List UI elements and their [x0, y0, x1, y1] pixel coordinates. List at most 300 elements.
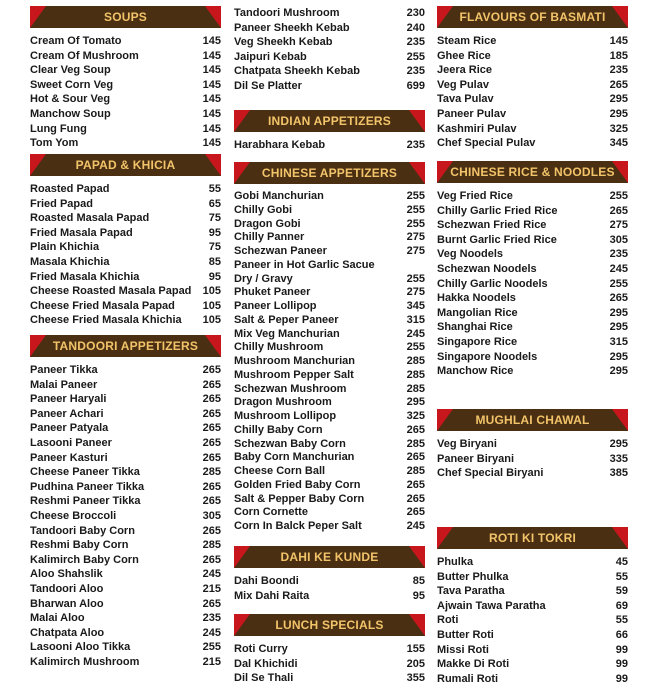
menu-item [437, 466, 628, 481]
item-name: Dahi Boondi [234, 575, 299, 587]
item-name: Paneer Haryali [30, 393, 107, 406]
menu-item [437, 218, 628, 233]
menu-item [30, 436, 221, 451]
item-name: Manchow Soup [30, 107, 111, 120]
menu-section [437, 527, 628, 686]
item-name: Ghee Rice [437, 49, 491, 62]
menu-section [30, 6, 221, 151]
item-price: 265 [202, 553, 221, 566]
menu-item [30, 480, 221, 495]
menu-item [30, 270, 221, 285]
menu-item [30, 226, 221, 241]
section-banner [234, 546, 425, 568]
banner-corner-right [409, 546, 425, 568]
item-price: 265 [202, 364, 221, 376]
banner-corner-left [437, 409, 453, 431]
menu-item [234, 273, 425, 287]
item-price: 155 [406, 643, 425, 655]
item-price: 235 [406, 36, 425, 49]
banner-corner-left [234, 546, 250, 568]
item-price: 255 [406, 203, 425, 216]
menu-item [437, 291, 628, 306]
item-price: 275 [406, 231, 425, 244]
item-name: Veg Pulav [437, 78, 489, 91]
menu-item [437, 364, 628, 379]
menu-item [234, 314, 425, 328]
item-name: Steam Rice [437, 35, 497, 47]
menu-item [30, 197, 221, 212]
item-price: 265 [202, 378, 221, 391]
menu-item [234, 438, 425, 452]
item-price: 265 [406, 506, 425, 519]
item-name: Veg Fried Rice [437, 190, 513, 202]
menu-item [30, 255, 221, 270]
banner-corner-right [612, 527, 628, 549]
item-name: Mushroom Pepper Salt [234, 368, 354, 381]
menu-item [234, 79, 425, 94]
menu-item [437, 437, 628, 452]
item-price: 85 [208, 255, 221, 268]
item-price: 105 [202, 299, 221, 312]
menu-section [234, 6, 425, 94]
section-title: PAPAD & KHICIA [75, 158, 176, 172]
section-title: CHINESE RICE & NOODLES [450, 165, 615, 179]
item-price: 385 [609, 467, 628, 480]
item-price: 265 [406, 423, 425, 436]
item-name: Baby Corn Manchurian [234, 451, 355, 464]
item-name: Lung Fung [30, 122, 87, 135]
menu-item [234, 6, 425, 21]
item-price: 265 [406, 492, 425, 505]
menu-item [30, 494, 221, 509]
banner-corner-right [612, 6, 628, 28]
item-name: Cheese Paneer Tikka [30, 466, 140, 479]
item-price: 85 [412, 575, 425, 587]
item-name: Cream Of Mushroom [30, 49, 139, 62]
item-name: Fried Papad [30, 197, 93, 210]
menu-section [437, 161, 628, 379]
item-name: Dry / Gravy [234, 272, 293, 285]
banner-corner-left [234, 110, 250, 132]
item-name: Hot & Sour Veg [30, 93, 111, 106]
section-banner [30, 154, 221, 176]
item-name: Paneer Biryani [437, 452, 515, 465]
item-name: Chilly Baby Corn [234, 423, 323, 436]
item-name: Paneer Patyala [30, 422, 109, 435]
item-price: 295 [609, 107, 628, 120]
item-price: 285 [202, 466, 221, 479]
menu-item [234, 341, 425, 355]
menu-item [437, 628, 628, 643]
menu-item [30, 240, 221, 255]
item-price: 295 [406, 396, 425, 409]
item-name: Cheese Corn Ball [234, 465, 326, 477]
item-name: Aloo Shahslik [30, 568, 103, 581]
menu-item [30, 378, 221, 393]
menu-section [234, 546, 425, 603]
menu-item [234, 383, 425, 397]
section-title: FLAVOURS OF BASMATI [459, 10, 606, 24]
menu-item [30, 392, 221, 407]
item-list [437, 189, 628, 379]
item-name: Dil Se Platter [234, 79, 302, 92]
item-price: 265 [609, 292, 628, 305]
item-price: 235 [406, 139, 425, 151]
banner-corner-right [205, 6, 221, 28]
menu-item [234, 671, 425, 686]
item-name: Roasted Masala Papad [30, 212, 150, 225]
item-name: Makke Di Roti [437, 658, 510, 671]
item-price: 295 [609, 350, 628, 363]
item-list [30, 182, 221, 328]
item-price: 265 [406, 478, 425, 491]
menu-item [30, 407, 221, 422]
item-name: Tandoori Aloo [30, 582, 104, 595]
item-name: Fried Masala Papad [30, 226, 133, 239]
section-banner [30, 335, 221, 357]
section-banner [234, 162, 425, 184]
item-price: 145 [202, 137, 221, 150]
item-price: 66 [615, 628, 628, 641]
item-list [437, 437, 628, 481]
item-name: Ajwain Tawa Paratha [437, 599, 546, 612]
item-name: Rumali Roti [437, 672, 499, 685]
item-name: Shanghai Rice [437, 321, 513, 334]
item-name: Salt & Pepper Baby Corn [234, 492, 365, 505]
item-price: 99 [615, 672, 628, 685]
menu-item [30, 49, 221, 64]
menu-section [234, 110, 425, 153]
item-price: 245 [202, 568, 221, 581]
menu-item [234, 642, 425, 657]
menu-item [234, 451, 425, 465]
item-price: 305 [202, 509, 221, 522]
item-price: 55 [615, 570, 628, 583]
menu-item [234, 479, 425, 493]
item-name: Phuket Paneer [234, 286, 311, 299]
item-price: 295 [609, 306, 628, 319]
item-name: Reshmi Paneer Tikka [30, 495, 141, 508]
menu-item [437, 34, 628, 49]
item-name: Veg Sheekh Kebab [234, 36, 333, 49]
menu-item [30, 182, 221, 197]
menu-item [437, 335, 628, 350]
item-price: 265 [202, 422, 221, 435]
menu-item [234, 506, 425, 520]
menu-item [30, 92, 221, 107]
menu-item [437, 643, 628, 658]
item-name: Jaipuri Kebab [234, 50, 307, 63]
item-price: 345 [406, 300, 425, 312]
item-price: 75 [208, 212, 221, 225]
item-price: 245 [406, 520, 425, 532]
menu-item [30, 655, 221, 670]
menu-item [30, 284, 221, 299]
item-price: 145 [202, 107, 221, 120]
item-price: 265 [406, 451, 425, 464]
item-name: Tandoori Baby Corn [30, 524, 135, 537]
item-name: Phulka [437, 556, 474, 568]
banner-corner-right [205, 335, 221, 357]
item-price: 285 [406, 355, 425, 367]
menu-item [30, 78, 221, 93]
item-name: Chilly Mushroom [234, 341, 324, 354]
item-name: Singapore Noodels [437, 350, 538, 363]
menu-section [30, 154, 221, 328]
item-price: 295 [609, 93, 628, 106]
banner-corner-right [409, 162, 425, 184]
item-price: 315 [406, 313, 425, 326]
item-name: Paneer Tikka [30, 364, 98, 376]
item-name: Cheese Broccoli [30, 509, 117, 522]
menu-item [437, 204, 628, 219]
menu-item [437, 262, 628, 277]
menu-item [437, 233, 628, 248]
item-name: Hakka Noodels [437, 292, 516, 305]
menu-item [234, 574, 425, 589]
item-name: Reshmi Baby Corn [30, 539, 129, 552]
item-name: Kalimirch Mushroom [30, 655, 140, 668]
item-price: 105 [202, 314, 221, 327]
item-name: Corn Cornette [234, 506, 308, 519]
item-name: Malai Paneer [30, 378, 98, 391]
item-price: 285 [406, 368, 425, 381]
item-price: 45 [615, 556, 628, 568]
banner-corner-left [234, 614, 250, 636]
item-price: 265 [202, 407, 221, 420]
menu-item [234, 355, 425, 369]
item-name: Dal Khichidi [234, 657, 298, 670]
item-price: 255 [406, 341, 425, 354]
section-banner [234, 110, 425, 132]
item-price: 205 [406, 657, 425, 670]
item-price: 255 [609, 277, 628, 290]
menu-item [234, 190, 425, 204]
item-price: 255 [609, 190, 628, 202]
item-price: 285 [406, 437, 425, 450]
item-price: 145 [202, 49, 221, 62]
item-name: Veg Noodels [437, 248, 504, 261]
item-price: 265 [609, 204, 628, 217]
item-name: Golden Fried Baby Corn [234, 478, 361, 491]
item-name: Lasooni Paneer [30, 436, 112, 449]
menu-item [30, 421, 221, 436]
menu-item [234, 286, 425, 300]
menu-item [30, 122, 221, 137]
menu-item [234, 493, 425, 507]
item-price: 295 [609, 321, 628, 334]
item-price: 255 [406, 217, 425, 230]
item-name: Paneer Kasturi [30, 451, 108, 464]
item-name: Clear Veg Soup [30, 64, 111, 77]
item-list [437, 34, 628, 151]
item-price: 315 [609, 335, 628, 348]
item-list [30, 363, 221, 669]
menu-item [30, 538, 221, 553]
menu-item [437, 92, 628, 107]
item-name: Paneer Pulav [437, 107, 507, 120]
menu-item [234, 410, 425, 424]
item-name: Bharwan Aloo [30, 597, 104, 610]
item-name: Pudhina Paneer Tikka [30, 480, 145, 493]
menu-item [234, 245, 425, 259]
item-name: Plain Khichia [30, 241, 100, 254]
item-name: Kashmiri Pulav [437, 122, 517, 135]
item-name: Mix Dahi Raita [234, 589, 310, 602]
banner-corner-left [30, 6, 46, 28]
menu-item [234, 50, 425, 65]
section-title: LUNCH SPECIALS [275, 618, 384, 632]
item-name: Dil Se Thali [234, 672, 294, 685]
banner-corner-left [437, 527, 453, 549]
item-price: 699 [406, 79, 425, 92]
item-price: 265 [202, 436, 221, 449]
item-name: Dragon Mushroom [234, 396, 332, 409]
item-name: Schezwan Paneer [234, 245, 327, 257]
menu-item [30, 626, 221, 641]
item-price: 145 [202, 35, 221, 47]
item-price: 185 [609, 49, 628, 62]
menu-item [30, 611, 221, 626]
item-name: Singapore Rice [437, 335, 518, 348]
menu-item [30, 63, 221, 78]
item-name: Chatpata Aloo [30, 626, 105, 639]
item-name: Lasooni Aloo Tikka [30, 641, 131, 654]
item-name: Chilly Gobi [234, 203, 293, 216]
item-name: Burnt Garlic Fried Rice [437, 233, 557, 246]
item-price: 285 [406, 465, 425, 477]
menu-item [30, 640, 221, 655]
item-price: 65 [208, 197, 221, 210]
section-title: CHINESE APPETIZERS [261, 166, 398, 180]
item-price: 245 [406, 327, 425, 340]
item-price: 55 [615, 614, 628, 627]
item-price: 255 [406, 190, 425, 202]
item-name: Schezwan Noodels [437, 262, 537, 275]
item-name: Cheese Fried Masala Khichia [30, 314, 182, 327]
item-name: Salt & Peper Paneer [234, 313, 339, 326]
item-price: 215 [202, 582, 221, 595]
section-banner [437, 161, 628, 183]
item-name: Tom Yom [30, 137, 79, 150]
menu-item [30, 136, 221, 151]
menu-item [437, 672, 628, 687]
item-name: Mushroom Manchurian [234, 355, 356, 367]
menu-item [234, 424, 425, 438]
item-name: Harabhara Kebab [234, 139, 326, 151]
item-price: 245 [202, 626, 221, 639]
item-name: Cream Of Tomato [30, 35, 122, 47]
menu-item [30, 313, 221, 328]
item-price: 235 [202, 612, 221, 625]
banner-corner-left [437, 6, 453, 28]
item-name: Tandoori Mushroom [234, 7, 340, 19]
menu-item [30, 567, 221, 582]
menu-item [234, 520, 425, 534]
menu-item [234, 64, 425, 79]
section-title: DAHI KE KUNDE [280, 550, 379, 564]
item-price: 255 [406, 50, 425, 63]
item-name: Mix Veg Manchurian [234, 327, 340, 340]
section-banner [437, 527, 628, 549]
item-name: Paneer Lollipop [234, 300, 317, 312]
item-price: 75 [208, 241, 221, 254]
item-price: 95 [412, 589, 425, 602]
item-list [234, 574, 425, 603]
item-price: 325 [406, 410, 425, 422]
item-list [234, 190, 425, 534]
menu-item [437, 63, 628, 78]
menu-item [30, 509, 221, 524]
item-price: 265 [202, 524, 221, 537]
item-name: Chef Special Biryani [437, 467, 544, 480]
section-title: TANDOORI APPETIZERS [52, 339, 199, 353]
menu-section [437, 6, 628, 151]
item-name: Mushroom Lollipop [234, 410, 337, 422]
banner-corner-right [409, 614, 425, 636]
menu-item [234, 369, 425, 383]
menu-item [437, 584, 628, 599]
menu-item [30, 582, 221, 597]
menu-item [234, 657, 425, 672]
item-price: 145 [202, 93, 221, 106]
menu-item [437, 136, 628, 151]
item-price: 295 [609, 438, 628, 450]
item-name: Sweet Corn Veg [30, 78, 114, 91]
menu-item [437, 247, 628, 262]
item-name: Tava Paratha [437, 585, 505, 598]
item-name: Dragon Gobi [234, 217, 301, 230]
menu-section [234, 614, 425, 686]
section-banner [437, 6, 628, 28]
menu-item [437, 570, 628, 585]
section-title: ROTI KI TOKRI [488, 531, 577, 545]
item-price: 69 [615, 599, 628, 612]
item-price: 145 [202, 122, 221, 135]
section-banner [30, 6, 221, 28]
item-price: 335 [609, 452, 628, 465]
item-price: 255 [202, 641, 221, 654]
item-price: 105 [202, 285, 221, 298]
item-price: 230 [406, 7, 425, 19]
item-list [234, 6, 425, 94]
item-price: 59 [615, 585, 628, 598]
item-price: 145 [202, 78, 221, 91]
item-price: 95 [208, 226, 221, 239]
item-name: Roti [437, 614, 459, 627]
menu-item [234, 300, 425, 314]
menu-item [30, 34, 221, 49]
item-price: 235 [609, 248, 628, 261]
item-name: Gobi Manchurian [234, 190, 324, 202]
menu-item [437, 306, 628, 321]
menu-item [30, 363, 221, 378]
item-price: 145 [609, 35, 628, 47]
menu-item [234, 328, 425, 342]
banner-corner-right [612, 409, 628, 431]
menu-item [437, 78, 628, 93]
menu-item [234, 204, 425, 218]
menu-item [437, 613, 628, 628]
item-price: 265 [609, 78, 628, 91]
item-price: 275 [406, 286, 425, 299]
item-list [234, 138, 425, 153]
menu-item [437, 122, 628, 137]
item-name: Mangolian Rice [437, 306, 518, 319]
banner-corner-right [205, 154, 221, 176]
item-price: 235 [609, 64, 628, 77]
banner-corner-left [30, 335, 46, 357]
